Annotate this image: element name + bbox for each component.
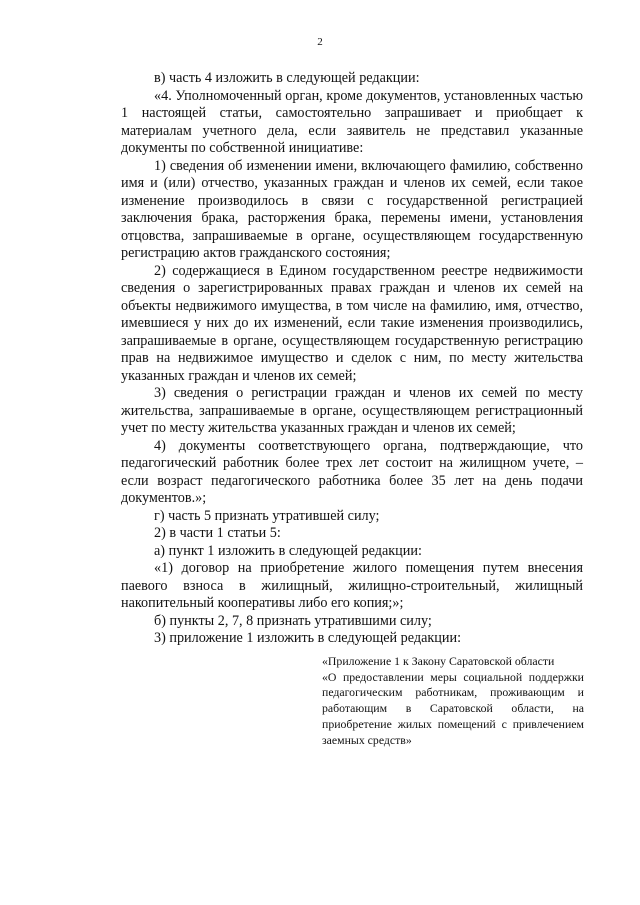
paragraph-point1-text: «1) договор на приобретение жилого помещения путем внесения паевого взноса в жилищный, жилищно-строительный, жилищный накопительный кооперативы либо его копия;»; — [121, 560, 583, 611]
page-number: 2 — [317, 36, 323, 48]
paragraph-amend-part4: в) часть 4 изложить в следующей редакции: — [154, 70, 420, 86]
paragraph-item-1-name-change: 1) сведения об изменении имени, включающего фамилию, собственно имя и (или) отчество, указанных граждан и членов их семей, если такое изменение производилось в связи с государственной регистрацией заключения брака, расторжения брака, перемены имени, установления отцовства, запрашиваемые в органе, осуществляющем государственную регистрацию актов гражданского состояния; — [121, 157, 583, 261]
paragraph-item-3-residence-registration: 3) сведения о регистрации граждан и членов их семей по месту жительства, запрашиваемые в органе, осуществляющем регистрационный учет по месту жительства указанных граждан и членов их семей; — [121, 385, 583, 436]
document-body — [121, 70, 583, 648]
paragraph-points-repeal: б) пункты 2, 7, 8 признать утратившими силу; — [154, 612, 432, 629]
paragraph-appendix-amend: 3) приложение 1 изложить в следующей редакции: — [154, 630, 462, 646]
appendix-reference — [322, 654, 584, 748]
paragraph-article5-part1: 2) в части 1 статьи 5: — [154, 525, 281, 541]
appendix-heading: «Приложение 1 к Закону Саратовской области — [322, 654, 555, 668]
paragraph-item-2-property-registry: 2) содержащиеся в Едином государственном реестре недвижимости сведения о зарегистрированных правах граждан и членов их семей на объекты недвижимого имущества, в том числе на фамилию, имя, отчество, имевшиеся у них до их изменений, если такие изменения производились, запрашиваемые в органе, осуществляющем государственную регистрацию прав на недвижимое имущество и сделок с ним, по месту жительства указанных граждан и членов их семей; — [121, 262, 583, 384]
paragraph-point1-amend: а) пункт 1 изложить в следующей редакции: — [154, 542, 422, 559]
paragraph-part5-repeal: г) часть 5 признать утратившей силу; — [154, 507, 380, 524]
appendix-law-title: «О предоставлении меры социальной поддержки педагогическим работникам, проживающим и работающим в Саратовской области, на приобретение жилых помещений с привлечением заемных средств» — [322, 669, 584, 747]
paragraph-part4-intro: «4. Уполномоченный орган, кроме документов, установленных частью 1 настоящей статьи, самостоятельно запрашивает и приобщает к материалам учетного дела, если заявитель не представил указанные документы по собственной инициативе: — [121, 87, 583, 156]
paragraph-item-4-housing-queue: 4) документы соответствующего органа, подтверждающие, что педагогический работник более трех лет состоит на жилищном учете, – если возраст педагогического работника более 35 лет на день подачи документов.»; — [121, 437, 583, 506]
